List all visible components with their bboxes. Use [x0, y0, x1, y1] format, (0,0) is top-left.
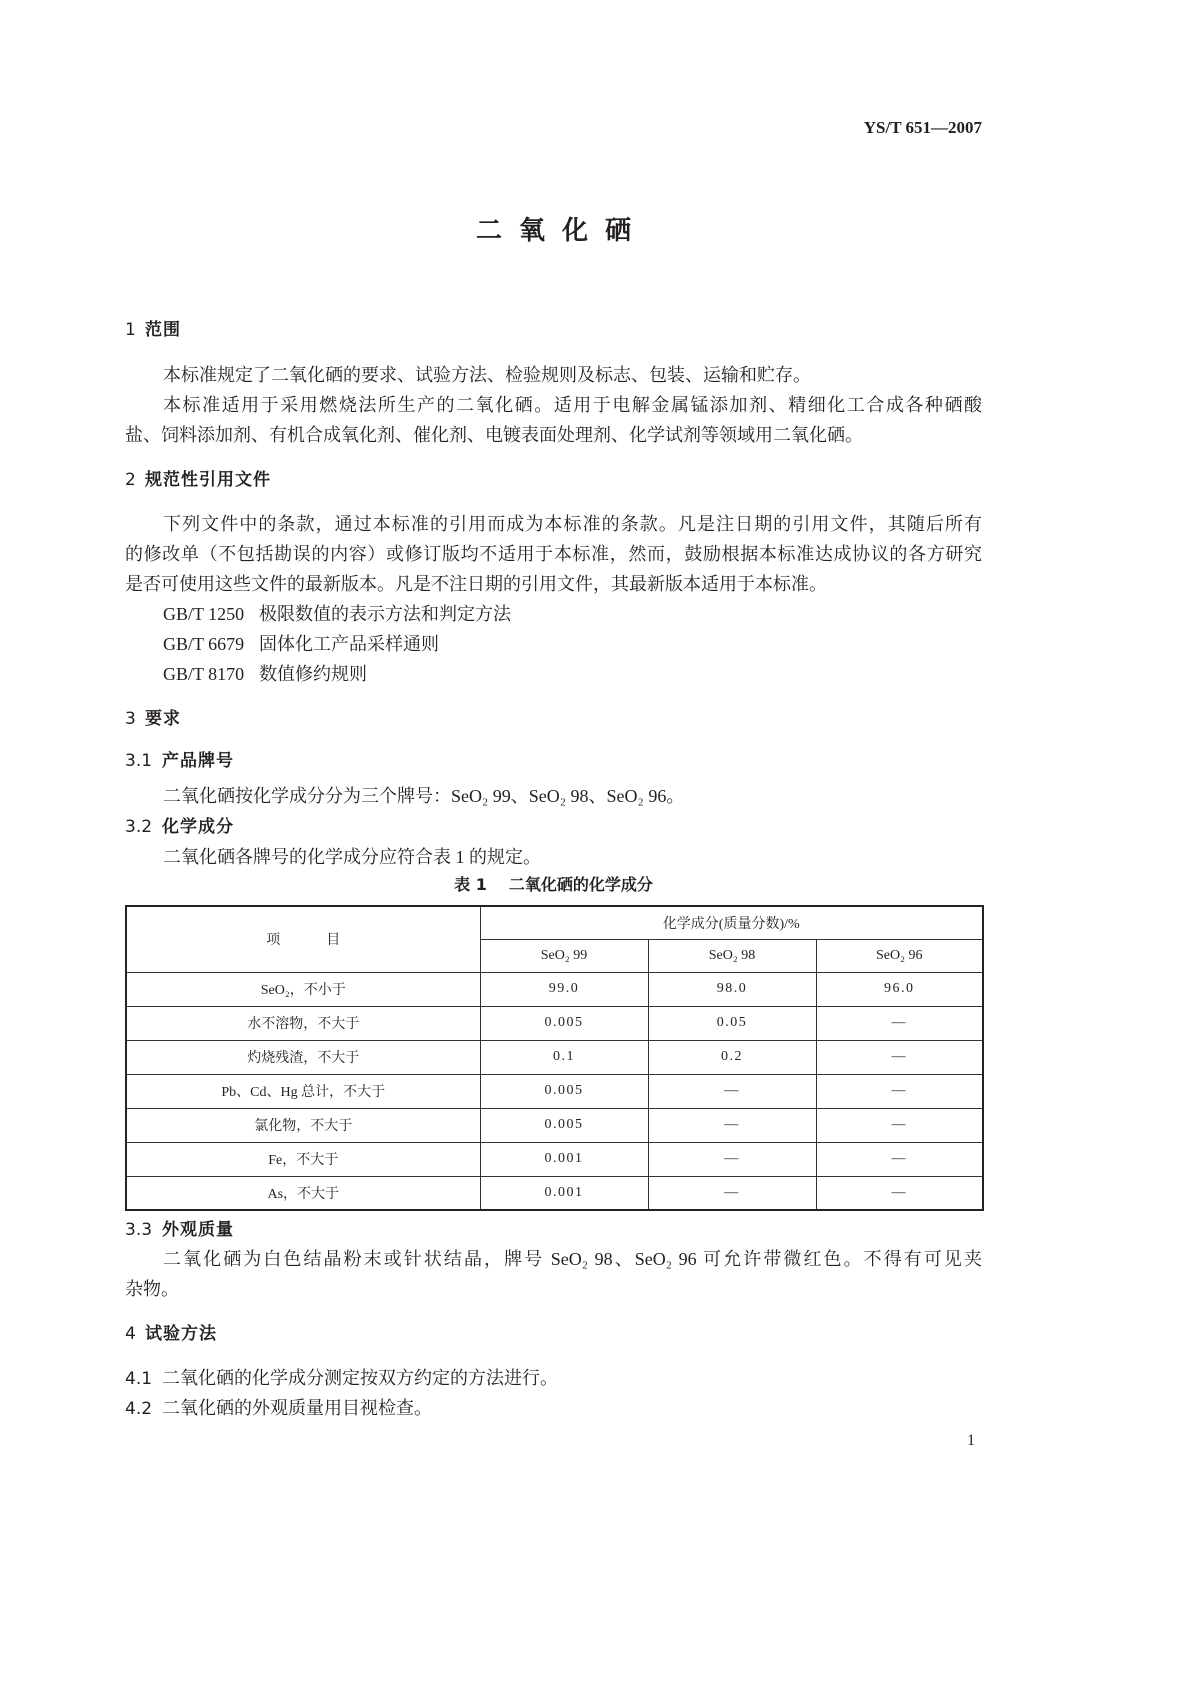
section-number: 2: [125, 470, 136, 490]
clause-4-2: [125, 1394, 982, 1424]
item-cell: As，不大于: [126, 1176, 480, 1210]
value-cell-seo2-99: 0.1: [480, 1040, 648, 1074]
section-1-heading: [125, 316, 181, 344]
value-cell-seo2-98: —: [648, 1176, 816, 1210]
clause-number: 4.1: [125, 1369, 153, 1389]
value-cell-seo2-96: —: [816, 1040, 983, 1074]
table-row: [126, 1142, 983, 1176]
value-cell-seo2-98: 0.2: [648, 1040, 816, 1074]
paragraph-line: 下列文件中的条款，通过本标准的引用而成为本标准的条款。凡是注日期的引用文件，其随后所有: [163, 514, 982, 534]
clause-number: 3.2: [125, 817, 153, 837]
value-cell-seo2-96: —: [816, 1074, 983, 1108]
value-cell-seo2-98: —: [648, 1108, 816, 1142]
item-cell: 灼烧残渣，不大于: [126, 1040, 480, 1074]
reference-code: GB/T 6679: [163, 634, 245, 654]
table-row: [126, 1074, 983, 1108]
table-header-row: [126, 906, 983, 939]
grade-header-seo2-98: SeO₂ 98: [648, 939, 816, 972]
table-row: [126, 1108, 983, 1142]
section-title: 范围: [145, 320, 181, 340]
section-2-heading: [125, 466, 271, 494]
value-cell-seo2-96: —: [816, 1142, 983, 1176]
table-caption-text: 二氧化硒的化学成分: [508, 875, 653, 894]
table-caption: [125, 871, 982, 899]
value-cell-seo2-99: 0.005: [480, 1074, 648, 1108]
value-cell-seo2-96: —: [816, 1176, 983, 1210]
section-4-heading: [125, 1320, 217, 1348]
value-cell-seo2-99: 0.001: [480, 1176, 648, 1210]
grade-header-seo2-96: SeO₂ 96: [816, 939, 983, 972]
section-2-body: [125, 509, 982, 689]
section-number: 1: [125, 320, 136, 340]
paragraph-line: 二氧化硒为白色结晶粉末或针状结晶，牌号 SeO₂ 98、SeO₂ 96 可允许带微红色。不得有可见夹: [163, 1249, 982, 1269]
value-cell-seo2-96: 96.0: [816, 972, 983, 1006]
value-cell-seo2-99: 0.001: [480, 1142, 648, 1176]
paragraph-line: 盐、饲料添加剂、有机合成氧化剂、催化剂、电镀表面处理剂、化学试剂等领域用二氧化硒。: [125, 425, 863, 445]
clause-3-1-body: [125, 781, 982, 811]
clause-title: 外观质量: [162, 1220, 234, 1240]
reference-title: 数值修约规则: [259, 664, 367, 684]
table-row: [126, 972, 983, 1006]
section-title: 试验方法: [145, 1324, 217, 1344]
clause-title: 化学成分: [162, 817, 234, 837]
item-column-header: 项目: [126, 906, 480, 972]
page-number: 1: [967, 1432, 975, 1449]
value-cell-seo2-99: 99.0: [480, 972, 648, 1006]
clause-3-3-heading: [125, 1216, 234, 1244]
reference-code: GB/T 8170: [163, 664, 245, 684]
clause-title: 产品牌号: [162, 751, 234, 771]
reference-item: [125, 659, 982, 689]
reference-item: [125, 599, 982, 629]
value-cell-seo2-99: 0.005: [480, 1006, 648, 1040]
composition-group-header: 化学成分(质量分数)/%: [480, 906, 983, 939]
clause-text: 二氧化硒的外观质量用目视检查。: [162, 1397, 432, 1418]
paragraph-line: 的修改单（不包括勘误的内容）或修订版均不适用于本标准，然而，鼓励根据本标准达成协议的各方研究: [125, 544, 982, 564]
section-title: 规范性引用文件: [145, 470, 271, 490]
section-number: 4: [125, 1324, 136, 1344]
clause-number: 3.1: [125, 751, 153, 771]
item-cell: 氯化物，不大于: [126, 1108, 480, 1142]
paragraph-line: 本标准规定了二氧化硒的要求、试验方法、检验规则及标志、包装、运输和贮存。: [163, 365, 811, 385]
clause-text: 二氧化硒的化学成分测定按双方约定的方法进行。: [162, 1368, 558, 1388]
value-cell-seo2-96: —: [816, 1006, 983, 1040]
clause-3-2-heading: [125, 813, 234, 841]
chemical-composition-table: [125, 905, 984, 1211]
clause-number: 4.2: [125, 1398, 153, 1419]
value-cell-seo2-98: —: [648, 1074, 816, 1108]
reference-title: 固体化工产品采样通则: [259, 634, 439, 654]
item-cell: Fe，不大于: [126, 1142, 480, 1176]
paragraph-line: 本标准适用于采用燃烧法所生产的二氧化硒。适用于电解金属锰添加剂、精细化工合成各种硒酸: [163, 395, 982, 415]
clause-number: 3.3: [125, 1220, 153, 1240]
standard-code: YS/T 651—2007: [863, 118, 982, 137]
section-number: 3: [125, 709, 136, 729]
item-cell: Pb、Cd、Hg 总计，不大于: [126, 1074, 480, 1108]
section-3-heading: [125, 705, 181, 733]
table-row: [126, 1040, 983, 1074]
section-4-body: [125, 1364, 982, 1423]
section-title: 要求: [145, 709, 181, 729]
table-row: [126, 1176, 983, 1210]
value-cell-seo2-96: —: [816, 1108, 983, 1142]
grade-header-seo2-99: SeO₂ 99: [480, 939, 648, 972]
reference-code: GB/T 1250: [163, 604, 245, 624]
paragraph-line: 是否可使用这些文件的最新版本。凡是不注日期的引用文件，其最新版本适用于本标准。: [125, 574, 827, 594]
section-1-body: [125, 360, 982, 450]
value-cell-seo2-98: 98.0: [648, 972, 816, 1006]
paragraph-line: 二氧化硒各牌号的化学成分应符合表 1 的规定。: [163, 847, 541, 867]
document-title: 二氧化硒: [475, 216, 648, 246]
table-body: [126, 972, 983, 1210]
paragraph-line: 二氧化硒按化学成分分为三个牌号：SeO₂ 99、SeO₂ 98、SeO₂ 96。: [163, 786, 685, 806]
reference-item: [125, 629, 982, 659]
table-number: 表 1: [454, 875, 487, 894]
value-cell-seo2-99: 0.005: [480, 1108, 648, 1142]
clause-3-1-heading: [125, 747, 234, 775]
item-cell: SeO₂，不小于: [126, 972, 480, 1006]
value-cell-seo2-98: 0.05: [648, 1006, 816, 1040]
clause-3-3-body: [125, 1244, 982, 1304]
value-cell-seo2-98: —: [648, 1142, 816, 1176]
reference-title: 极限数值的表示方法和判定方法: [259, 604, 511, 624]
clause-4-1: [125, 1364, 982, 1394]
item-cell: 水不溶物，不大于: [126, 1006, 480, 1040]
table-row: [126, 1006, 983, 1040]
paragraph-line: 杂物。: [125, 1279, 179, 1299]
clause-3-2-body: [125, 842, 982, 872]
